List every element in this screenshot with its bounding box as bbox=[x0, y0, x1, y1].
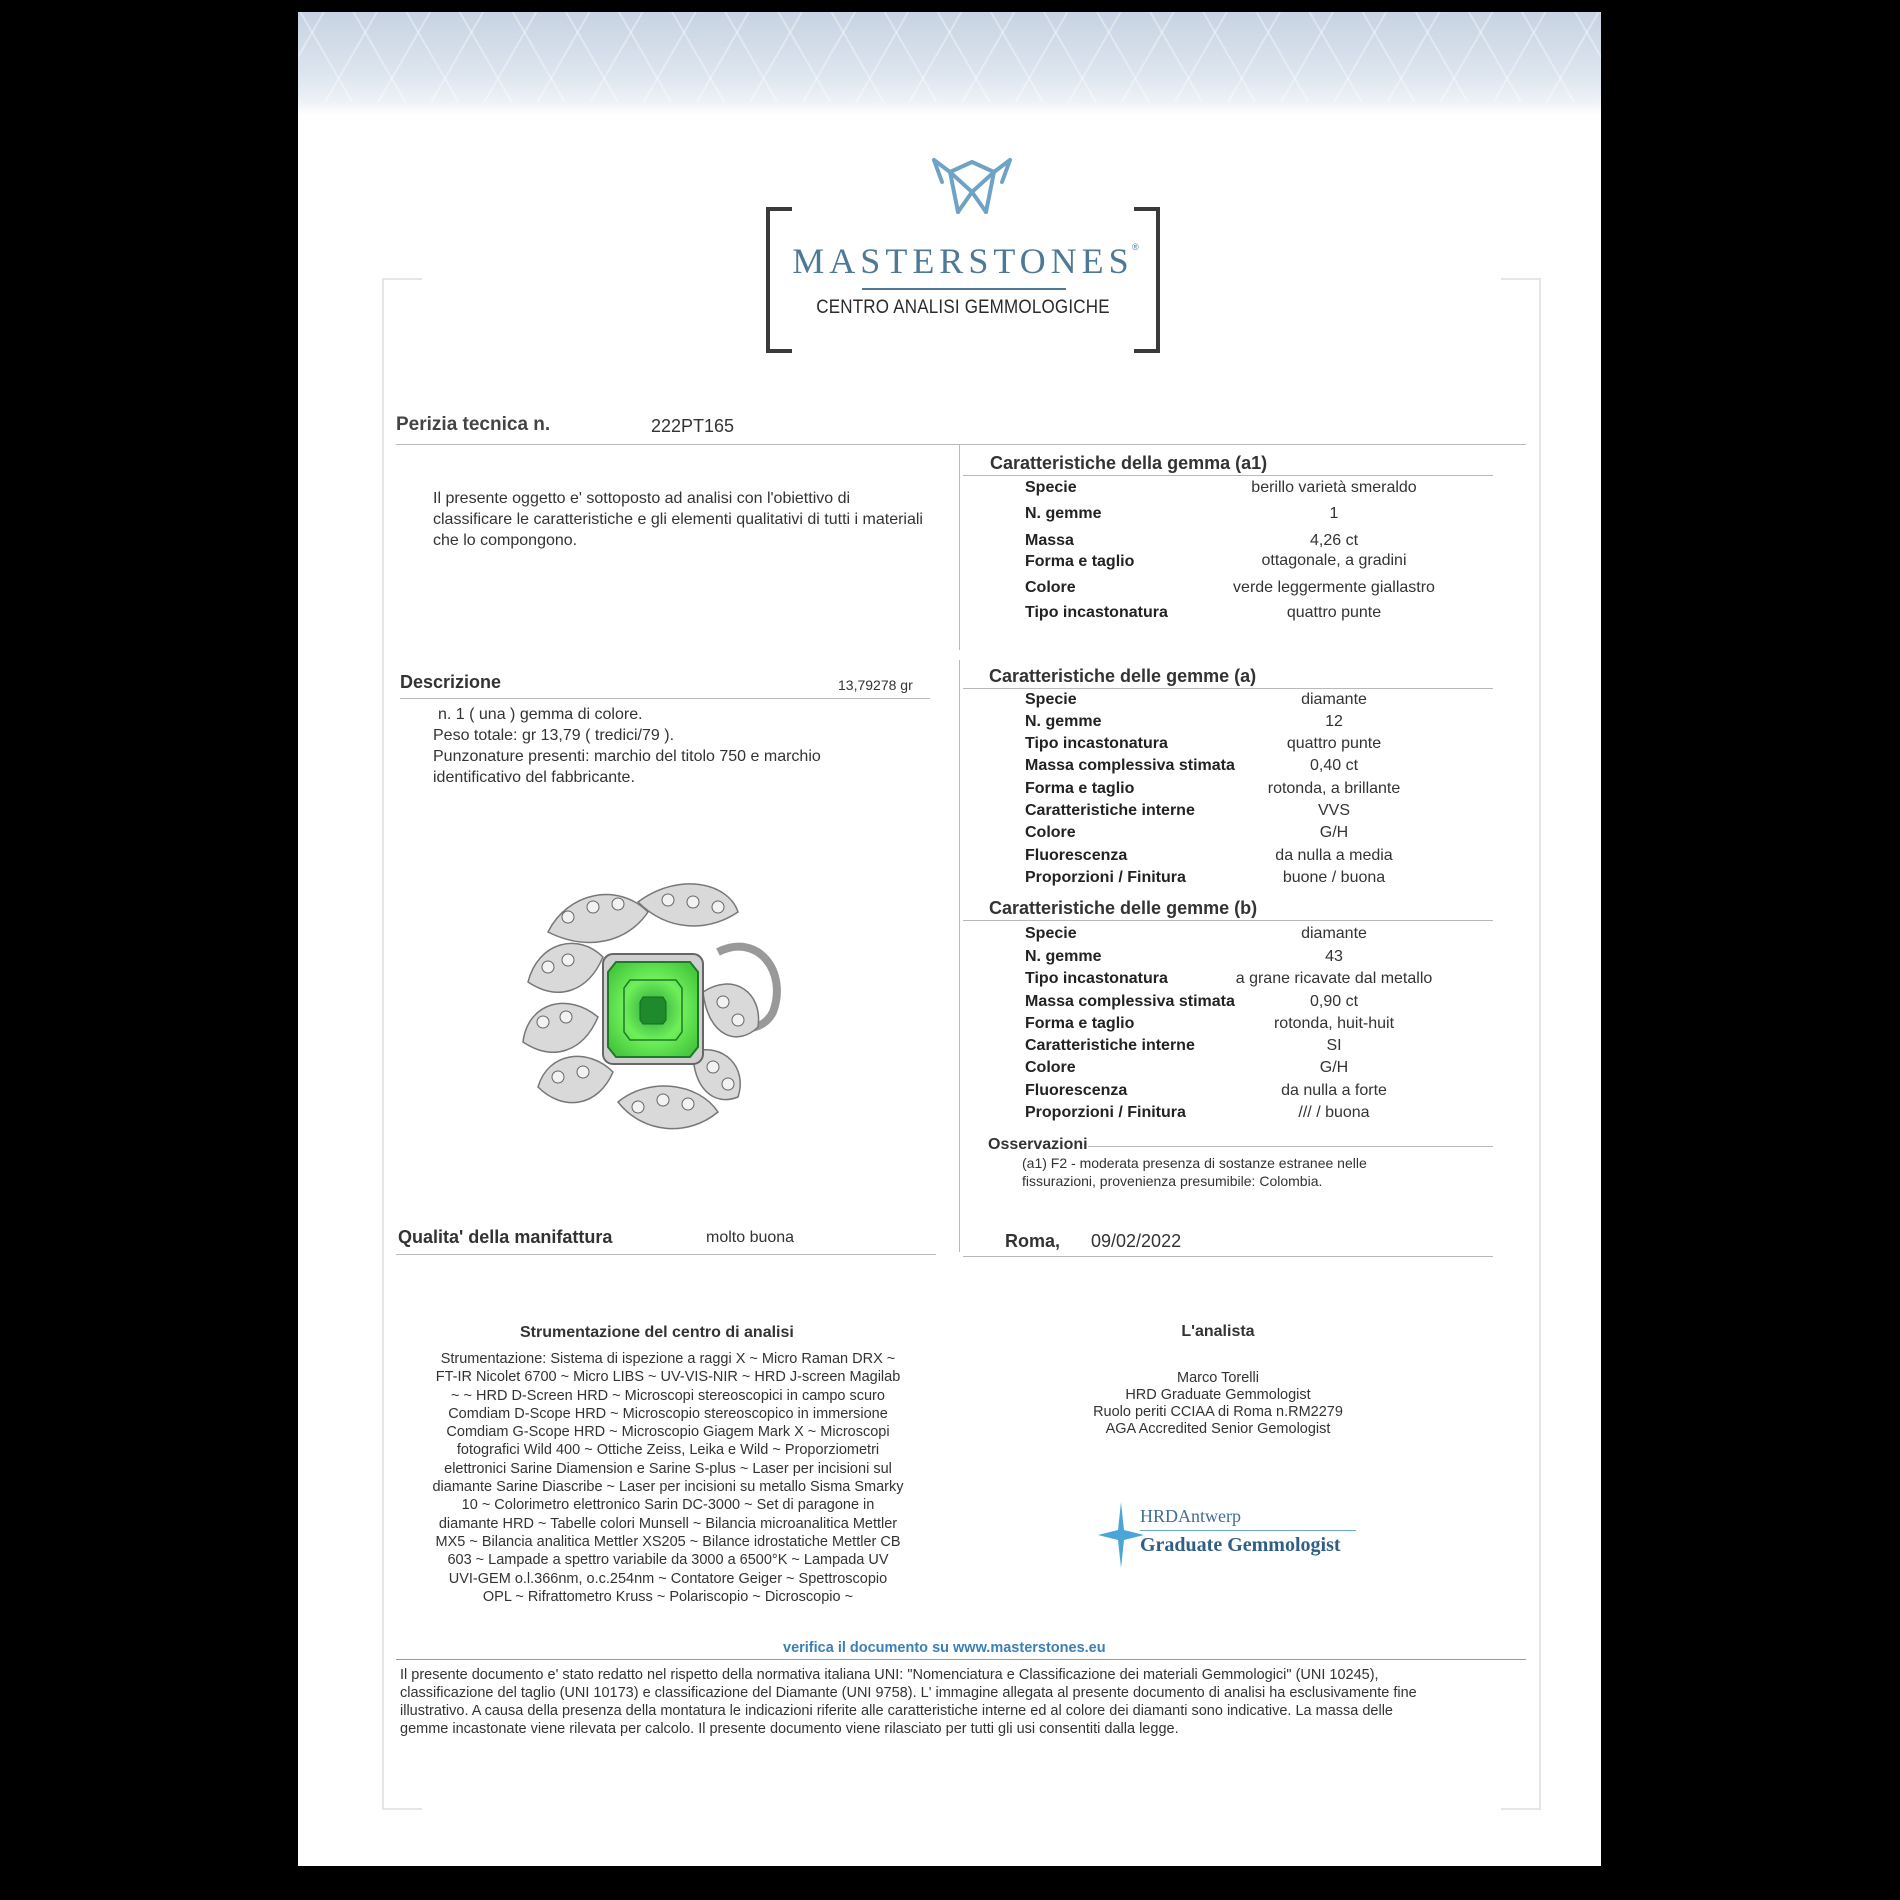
analista-details: Marco Torelli HRD Graduate Gemmologist Ruolo periti CCIAA di Roma n.RM2279 AGA Accredited Senior Gemologist bbox=[1093, 1370, 1343, 1437]
diamond-logo-icon bbox=[928, 152, 1016, 224]
qualita-label: Qualita' della manifattura bbox=[398, 1227, 613, 1247]
intro-text: Il presente oggetto e' sottoposto ad analisi con l'obiettivo di classificare le caratteristiche e gli elementi qualitativi di tutti i materiali che lo compongono. bbox=[433, 490, 923, 549]
place-label: Roma, bbox=[1005, 1231, 1061, 1251]
ring-photo bbox=[508, 872, 798, 1152]
column-divider bbox=[959, 660, 960, 1252]
strumentazione-title: Strumentazione del centro di analisi bbox=[520, 1324, 794, 1341]
top-pattern-band bbox=[298, 12, 1601, 102]
legal-footer: Il presente documento e' stato redatto nel rispetto della normativa italiana UNI: "Nomenciatura e Classificazione dei materiali Gemmologici" (UNI 10245), classificazione del taglio (UNI 10173) e classificazione del Diamante (UNI 9758). L' immagine allegata al presente documento di analisi ha esclusivamente fine illustrativo. A causa della presenza della montatura le indicazioni riferite alle caratteristiche interne ed al colore dei diamanti sono indicative. La massa delle gemme incastonate viene rilevata per calcolo. Il presente documento viene rilasciato per tutti gli usi consentiti dalla legge. bbox=[400, 1667, 1417, 1737]
logo-wordmark: MASTERSTONES bbox=[792, 241, 1134, 281]
logo-subtitle: CENTRO ANALISI GEMMOLOGICHE bbox=[816, 295, 1110, 318]
column-divider bbox=[959, 444, 960, 650]
qualita-value: molto buona bbox=[706, 1229, 795, 1246]
analista-title: L'analista bbox=[1181, 1323, 1255, 1340]
document-date: 09/02/2022 bbox=[1091, 1231, 1182, 1251]
masterstones-logo bbox=[766, 152, 1160, 352]
graduate-gemmologist-label: Graduate Gemmologist bbox=[1140, 1534, 1341, 1556]
certificate-page: MASTERSTONES ® CENTRO ANALISI GEMMOLOGICHE Perizia tecnica n. 222PT165 Il presente oggetto e' sottoposto ad analisi con l'obiettivo di classificare le caratteristiche e gli elementi qualitativi di tutti i materiali che lo compongono. Descrizione 13,79278 gr n. 1 ( una ) gemma di colore. Peso totale: gr 13,79 ( tredici/79 ). Punzonature presenti: marchio del titolo 750 e marchio identificativo del fabbricante. Qualita' della manifattura molto buona Caratteristiche della gemma (a1) Specie berillo varietà smeraldo N. gemme 1 Massa 4,26 ct Forma e taglio ottagonale, a gradini Colore verde leggermente giallastro Tipo incastonatura quattro punte Caratteristiche delle gemme (a) Specie diamante N. gemme 12 Tipo incastonatura quattro punte Massa complessiva stimata 0,40 ct Forma e taglio rotonda, a brillante Caratteristiche interne VVS Colore G/H Fluorescenza da nulla a media Proporzioni / Finitura buone / buona Caratteristiche delle gemme (b) Specie diamante N. gemme 43 Tipo incastonatura a grane ricavate dal metallo Massa complessiva stimata 0,90 ct Forma e taglio rotonda, huit-huit Caratteristiche interne SI Colore G/H Fluorescenza da nulla a forte Proporzioni / Finitura /// / buona Osservazioni (a1) F2 - moderata presenza di sostanze estranee nelle fissurazioni, provenienza presumibile: Colombia. Roma, 09/02/2022 Strumentazione del centro di analisi Strumentazione: Sistema di ispezione a raggi X ~ Micro Raman DRX ~ FT-IR Nicolet 6700 ~ Micro LIBS ~ UV-VIS-NIR ~ HRD J-screen Magilab ~ ~ HRD D-Screen HRD ~ Microscopi stereoscopici in campo scuro Comdiam D-Scope HRD ~ Microscopio stereoscopico in immersione Comdiam G-Scope HRD ~ Microscopio Giagem Mark X ~ Microscopi fotografici Wild 400 ~ Ottiche Zeiss, Leika e Wild ~ Proporziometri elettronici Sarine Diamension e Sarine S-plus ~ Laser per incisioni sul diamante Sarine Diascribe ~ Laser per incisioni su metallo Sisma Smarky 10 ~ Colorimetro elettronico Sarin DC-3000 ~ Set di paragone in diamante HRD ~ Tabelle colori Munsell ~ Bilancia microanalitica Mettler MX5 ~ Bilancia analitica Mettler XS205 ~ Bilance idrostatiche Mettler CB 603 ~ Lampade a spettro variabile da 3000 a 6500°K ~ Lampada UV UVI-GEM o.l.366nm, o.c.254nm ~ Contatore Geiger ~ Spettroscopio OPL ~ Rifrattometro Kruss ~ Polariscopio ~ Dicroscopio ~ L'analista Marco Torelli HRD Graduate Gemmologist Ruolo periti CCIAA di Roma n.RM2279 AGA Accredited Senior Gemologist HRDAntwerp Graduate Gemmologist verifica il documento su www.masterstones.eu Il presente documento e' stato redatto nel rispetto della normativa italiana UNI: "Nomenciatura e Classificazione dei materiali Gemmologici" (UNI 10245), classificazione del taglio (UNI 10173) e classificazione del Diamante (UNI 9758). L' immagine allegata al presente documento di analisi ha esclusivamente fine illustrativo. A causa della presenza della montatura le indicazioni riferite alle caratteristiche interne ed al colore dei diamanti sono indicative. La massa delle gemme incastonate viene rilevata per calcolo. Il presente documento viene rilasciato per tutti gli usi consentiti dalla legge. bbox=[298, 12, 1601, 1866]
star-icon bbox=[1096, 1500, 1146, 1570]
frame-line bbox=[382, 278, 384, 1810]
gemme-b-title: Caratteristiche delle gemme (b) bbox=[989, 898, 1258, 918]
hrd-badge bbox=[1096, 1500, 1366, 1572]
gemme-a-title: Caratteristiche delle gemme (a) bbox=[989, 666, 1257, 686]
descrizione-weight: 13,79278 gr bbox=[838, 677, 913, 693]
verify-link[interactable]: verifica il documento su www.masterstones.eu bbox=[783, 1640, 1106, 1656]
hrd-antwerp-label: HRDAntwerp bbox=[1140, 1506, 1241, 1526]
descrizione-body: n. 1 ( una ) gemma di colore. Peso totale: gr 13,79 ( tredici/79 ). Punzonature presenti: marchio del titolo 750 e marchio identificativo del fabbricante. bbox=[433, 706, 821, 786]
strumentazione-text: Strumentazione: Sistema di ispezione a raggi X ~ Micro Raman DRX ~ FT-IR Nicolet 6700 ~ Micro LIBS ~ UV-VIS-NIR ~ HRD J-screen Magilab ~ ~ HRD D-Screen HRD ~ Microscopi stereoscopici in campo scuro Comdiam D-Scope HRD ~ Microscopio stereoscopico in immersione Comdiam G-Scope HRD ~ Microscopio Giagem Mark X ~ Microscopi fotografici Wild 400 ~ Ottiche Zeiss, Leika e Wild ~ Proporziometri elettronici Sarine Diamension e Sarine S-plus ~ Laser per incisioni sul diamante Sarine Diascribe ~ Laser per incisioni su metallo Sisma Smarky 10 ~ Colorimetro elettronico Sarin DC-3000 ~ Set di paragone in diamante HRD ~ Tabelle colori Munsell ~ Bilancia microanalitica Mettler MX5 ~ Bilancia analitica Mettler XS205 ~ Bilance idrostatiche Mettler CB 603 ~ Lampade a spettro variabile da 3000 a 6500°K ~ Lampada UV UVI-GEM o.l.366nm, o.c.254nm ~ Contatore Geiger ~ Spettroscopio OPL ~ Rifrattometro Kruss ~ Polariscopio ~ Dicroscopio ~ bbox=[432, 1351, 904, 1605]
osservazioni-text: (a1) F2 - moderata presenza di sostanze estranee nelle fissurazioni, provenienza presumibile: Colombia. bbox=[1022, 1155, 1367, 1189]
gemma-a1-title: Caratteristiche della gemma (a1) bbox=[990, 453, 1268, 473]
perizia-label: Perizia tecnica n. bbox=[396, 414, 551, 435]
perizia-number: 222PT165 bbox=[651, 416, 735, 436]
registered-mark: ® bbox=[1132, 242, 1139, 252]
osservazioni-title: Osservazioni bbox=[988, 1136, 1088, 1153]
frame-line bbox=[1539, 278, 1541, 1810]
descrizione-title: Descrizione bbox=[400, 672, 502, 692]
